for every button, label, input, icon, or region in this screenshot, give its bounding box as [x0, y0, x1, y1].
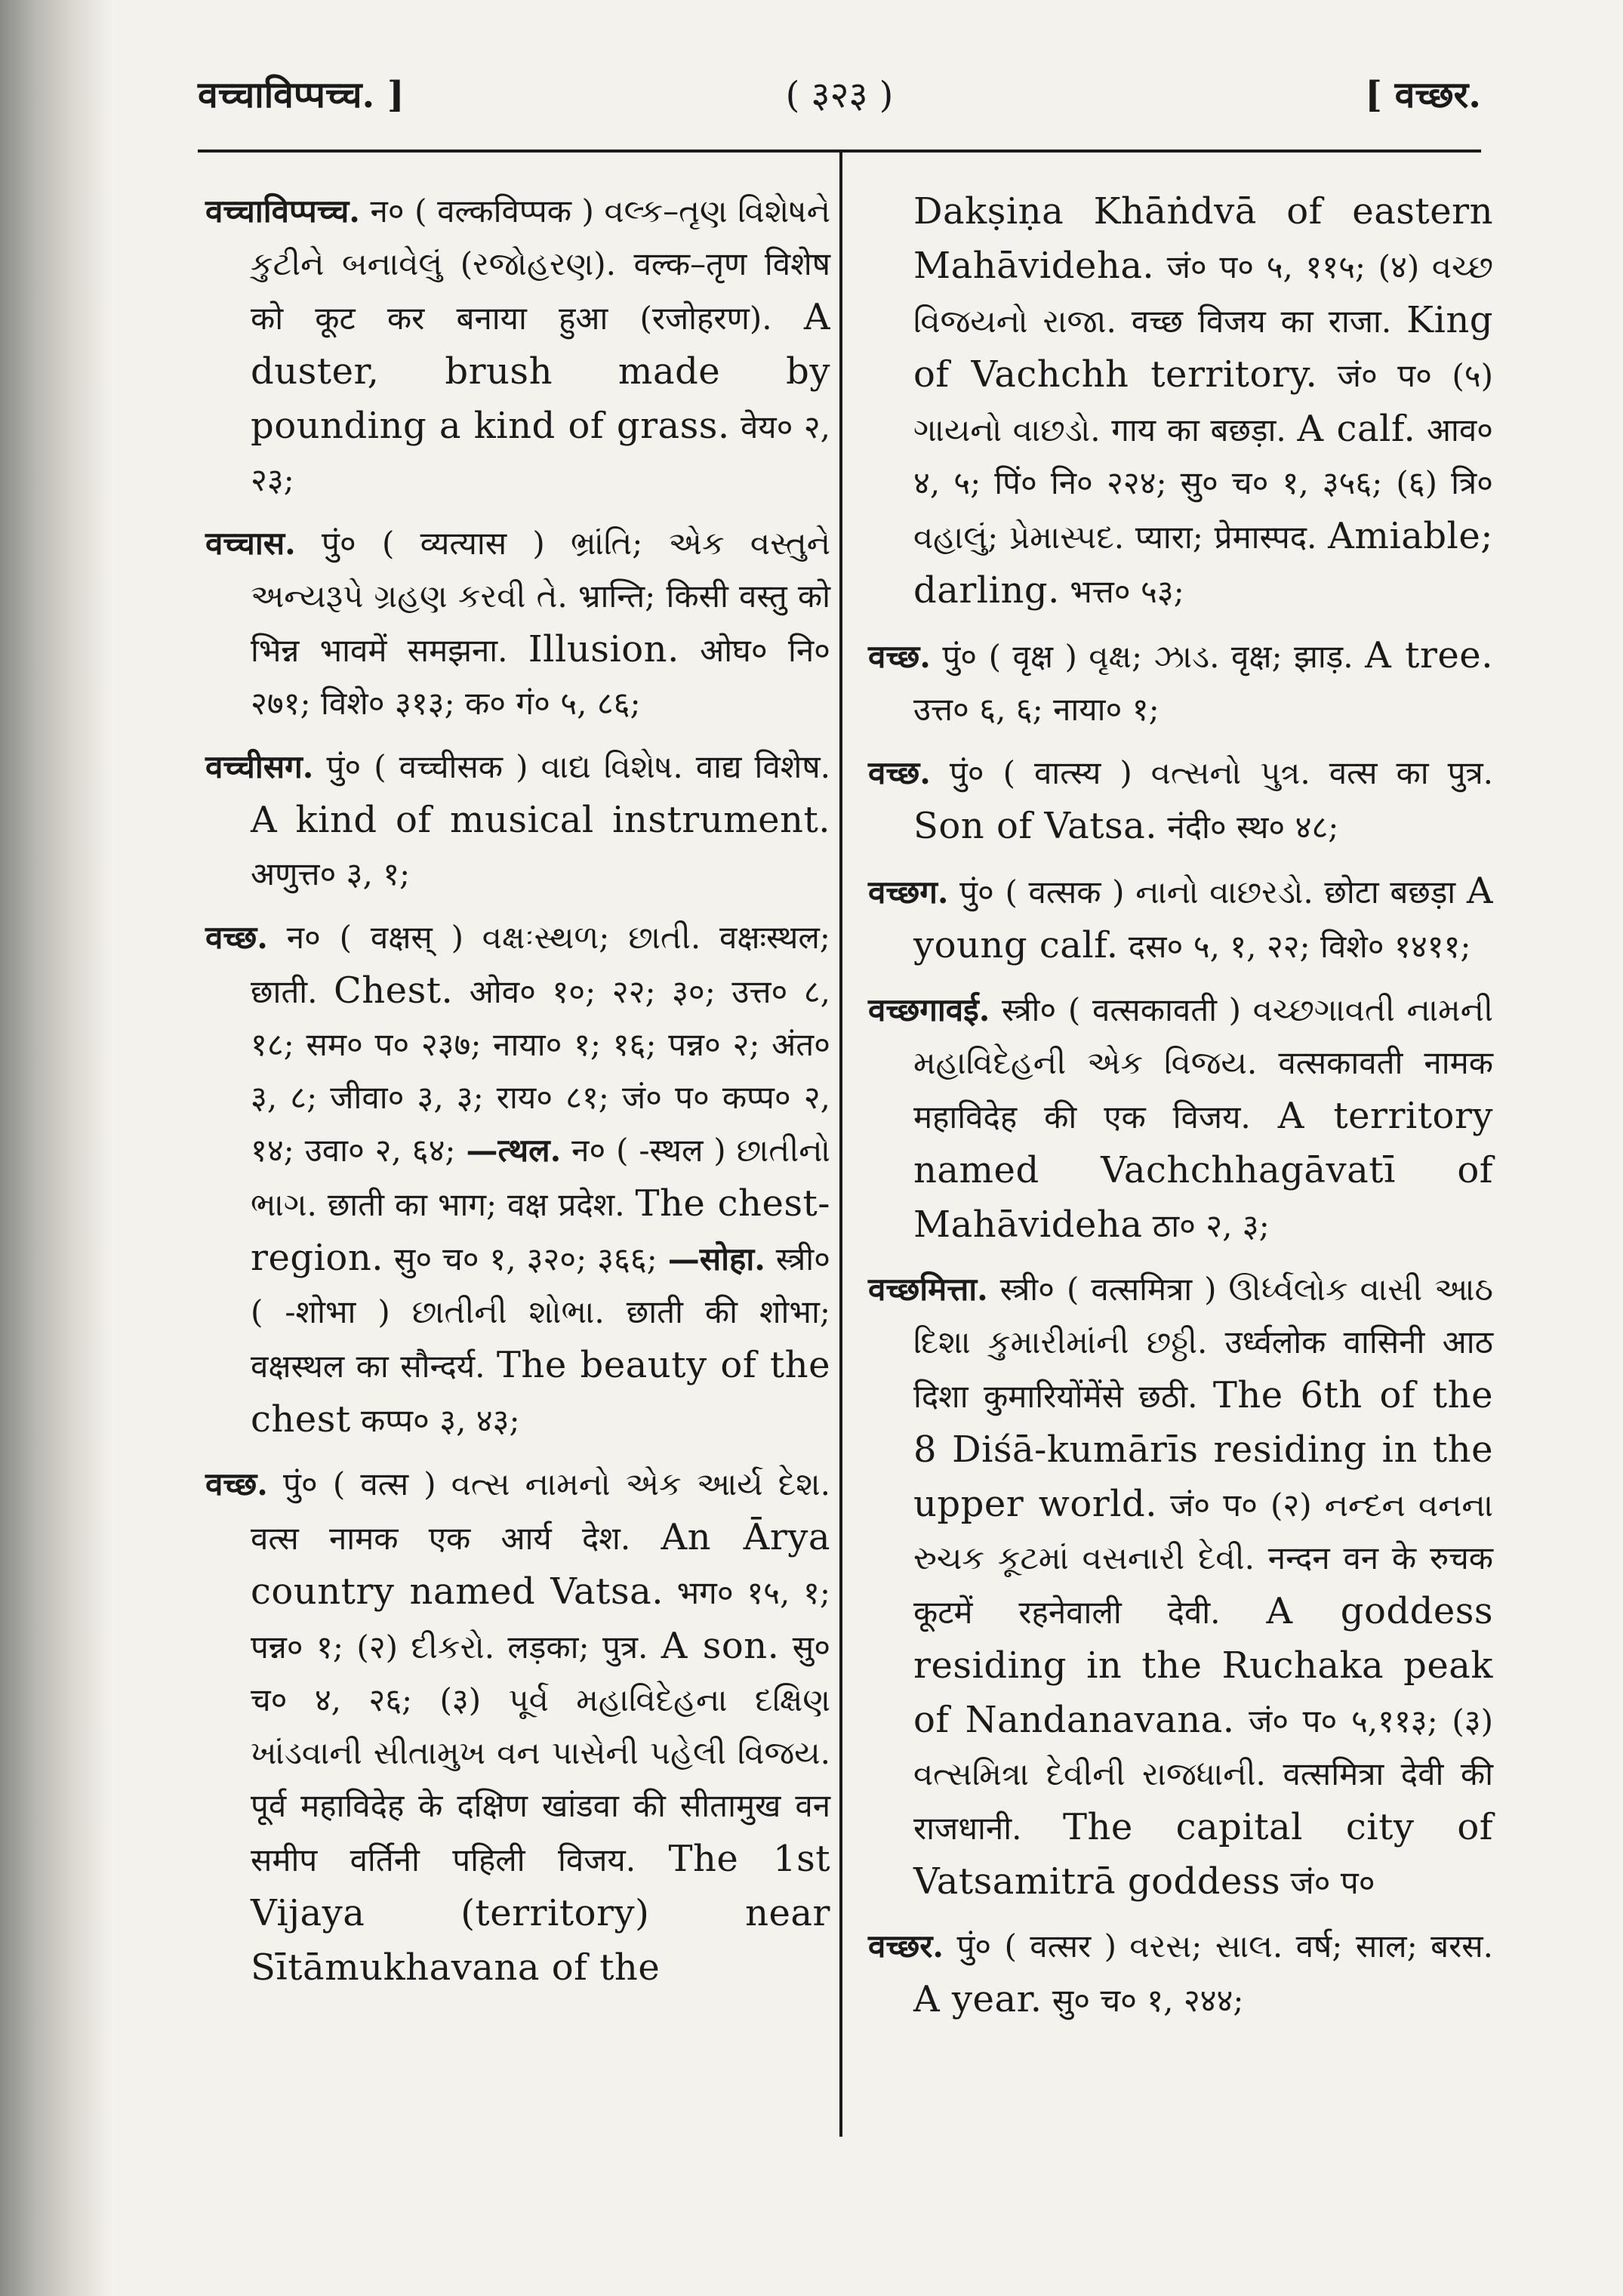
entry-gujarati: વલ્ક–તૃણ વિશેષને કુટીને બનાવેલું (રજોહરણ).	[251, 193, 831, 282]
entry-references: जं० प० ५, ११५;	[1166, 248, 1366, 285]
entry-english: The 6th of the 8 Diśā-kumārīs residing in the upper world.	[913, 1374, 1494, 1525]
entry-sense-english: The capital city of Vatsamitrā goddess	[913, 1806, 1494, 1903]
entry-hindi: छोटा बछड़ा	[1324, 874, 1456, 911]
entry-hindi: भ्रान्ति; किसी वस्तु को भिन्न भावमें समझना.	[251, 578, 831, 669]
entry-grammar: पुं० ( वात्स्य )	[949, 754, 1132, 791]
sub-entry-grammar: स्त्री० ( -शोभा )	[251, 1240, 831, 1330]
entry-headword: वच्छ.	[205, 1465, 268, 1502]
entry-english: A year.	[913, 1978, 1042, 2020]
sub-entry-english: The chest-region.	[251, 1182, 830, 1279]
entry-sense: (२) નન્દન વનના રુચક કૂટમાં વસનારી દેવી. नन्दन वन के रुचक कूटमें रहनेवाली देवी.	[913, 1487, 1493, 1631]
entry-gujarati: વત્સનો પુત્ર.	[1150, 754, 1310, 791]
entry-sense-references: जं० प०	[1337, 357, 1432, 394]
entry-headword: वच्चाविप्पच्च.	[205, 193, 360, 230]
entry-grammar: न० ( वल्कविप्पक )	[370, 193, 594, 230]
dictionary-entry	[868, 1920, 1493, 2027]
entry-sense-references: सु० च० ४, २६;	[251, 1629, 831, 1718]
dictionary-entry	[868, 747, 1493, 854]
entry-headword: वच्छ.	[868, 638, 931, 675]
entry-headword: वच्छग.	[868, 874, 949, 911]
entry-headword: वच्छमित्ता.	[868, 1271, 988, 1308]
entry-gujarati: વૃક્ષ; ઝાડ.	[1089, 638, 1220, 675]
entry-headword: वच्छ.	[868, 754, 931, 791]
entry-english: Chest.	[334, 969, 454, 1012]
sub-entry-hindi: छाती का भाग; वक्ष प्रदेश.	[327, 1186, 625, 1223]
dictionary-entry	[205, 741, 830, 901]
entry-sense-references: आव० ४, ५; पिं० नि० २२४; सु० च० १, ३५६;	[913, 411, 1494, 501]
entry-sense: (६) त्रि० વહાલું; પ્રેમાસ્પદ. प्यारा; प्रेमास्पद.	[913, 464, 1493, 556]
header-page-number: ( ३२३ )	[785, 74, 894, 116]
sub-entry-references: कप्प० ३, ४३;	[360, 1402, 520, 1439]
dictionary-entry	[205, 1458, 830, 1996]
dictionary-entry	[205, 185, 830, 507]
sub-entry-word: —त्थल.	[466, 1132, 562, 1169]
entry-grammar: पुं० ( वत्सर )	[956, 1928, 1117, 1965]
entry-gujarati: વત્સ નામનો એક આર્ય દેશ.	[451, 1465, 830, 1502]
header-left-guideword: वच्चाविप्पच्च. ]	[198, 74, 405, 116]
entry-headword: वच्चास.	[205, 525, 296, 562]
entry-sense: (३) પૂર્વ મહાવિદેહના દક્ષિણ ખાંડવાની સીતામુખ વન પાસેની પહેલી વિજય. पूर्व महाविदेह के दक्षिण खांडवा की सीतामुख वन समीप वर्तिनी पहिली विजय.	[251, 1681, 830, 1878]
entry-references: उत्त० ६, ६; नाया० १;	[913, 691, 1160, 728]
entry-hindi: वल्क–तृण विशेष को कूट कर बनाया हुआ (रजोहरण).	[251, 245, 830, 337]
entry-hindi: वाद्य विशेष.	[695, 748, 830, 785]
entry-headword: वच्छ.	[205, 919, 268, 956]
dictionary-entry	[868, 629, 1493, 736]
entry-references: अणुत्त० ३, १;	[251, 855, 411, 892]
entry-headword: वच्छर.	[868, 1928, 944, 1965]
dictionary-entry	[868, 1263, 1493, 1909]
dictionary-entry	[868, 984, 1493, 1253]
sub-entry-english: The beauty of the chest	[251, 1344, 830, 1441]
entry-references: जं० प०	[1170, 1487, 1258, 1524]
entry-english: Illusion.	[528, 628, 679, 670]
entry-gujarati: ભ્રાંતિ; એક વસ્તુને અન્યરૂપે ગ્રહણ કરવી તે.	[251, 525, 830, 615]
entry-english: Dakṣiṇa Khāṅdvā of eastern Mahāvideha.	[913, 190, 1493, 287]
scan-edge-shadow	[0, 0, 113, 2296]
right-column	[868, 185, 1493, 2038]
entry-gujarati: વચ્છગાવતી નામની મહાવિદેહની એક વિજય.	[913, 991, 1494, 1081]
entry-gujarati: ઊર્ધ્વલોક વાસી આઠ દિશા કુમારીમાંની છઠ્ઠી.	[913, 1271, 1493, 1361]
entry-english: Son of Vatsa.	[913, 805, 1158, 847]
entry-references: नंदी० स्थ० ४८;	[1167, 809, 1339, 846]
entry-grammar: पुं० ( वत्सक )	[959, 874, 1125, 911]
entry-grammar: स्त्री० ( वत्समित्रा )	[999, 1271, 1217, 1308]
left-column	[205, 185, 830, 2006]
entry-hindi: वत्स का पुत्र.	[1329, 754, 1493, 791]
page-header	[198, 62, 1481, 130]
sub-entry-gujarati: છાતીની શોભા.	[411, 1293, 605, 1330]
entry-references: ठा० २, ३;	[1152, 1207, 1270, 1244]
entry-references: ओव० १०; २२; ३०; उत्त० ८, १८; सम० प० २३७; नाया० १; १६; पन्न० २; अंत० ३, ८; जीवा० ३, ३; राय० ८१; जं० प० कप्प० २, १४; उवा० २, ६४;	[251, 973, 830, 1169]
entry-sense-english: A calf.	[1297, 408, 1416, 450]
entry-references: वेय० २, २३;	[251, 408, 830, 498]
entry-english: A territory named Vachchhagāvatī of Mahāvideha	[913, 1095, 1493, 1246]
dictionary-entry	[868, 864, 1493, 973]
entry-gujarati: વાદ્ય વિશેષ.	[540, 748, 683, 785]
entry-headword: वच्चीसग.	[205, 748, 314, 785]
sub-entry-gujarati: છાતીનો ભાગ.	[251, 1132, 830, 1223]
entry-grammar: पुं० ( व्यत्यास )	[322, 525, 545, 562]
sub-entry-grammar: न० ( -स्थल )	[571, 1132, 726, 1169]
entry-sense: (५) ગાયનો વાછડો. गाय का बछड़ा.	[913, 357, 1494, 448]
entry-sense-english: A son.	[661, 1625, 780, 1667]
entry-sense-english: Amiable; darling.	[913, 515, 1493, 612]
dictionary-entry	[205, 517, 830, 730]
entry-grammar: पुं० ( वच्चीसक )	[326, 748, 528, 785]
entry-sense: (३) વત્સમિત્રા દેવીની રાજધાની. वत्समित्रा देवी की राजधानी.	[913, 1703, 1493, 1847]
entry-sense-references: जं० प० ५,११३;	[1249, 1703, 1438, 1740]
entry-sense-references: भत्त० ५३;	[1070, 573, 1184, 610]
entry-references: दस० ५, १, २२; विशे० १४११;	[1128, 928, 1471, 965]
entry-sense-references: जं० प०	[1290, 1864, 1375, 1901]
column-divider	[839, 151, 842, 2137]
entry-sense-english: A goddess residing in the Ruchaka peak of Nandanavana.	[913, 1590, 1493, 1741]
entry-sense-english: King of Vachchh territory.	[913, 299, 1493, 396]
entry-sense-english: The 1st Vijaya (territory) near Sītāmukhavana of the	[251, 1838, 830, 1989]
entry-references: भग० १५, १; पन्न० १;	[251, 1574, 831, 1666]
entry-sense: (४) વચ્છ વિજયનો રાજા. वच्छ विजय का राजा.	[913, 248, 1493, 340]
entry-hindi: उर्ध्वलोक वासिनी आठ दिशा कुमारियोंमेंसे छठी.	[913, 1324, 1493, 1415]
entry-sense: (२) દીકરો. लड़का; पुत्र.	[356, 1629, 648, 1666]
header-right-guideword: [ वच्छर.	[1365, 74, 1481, 116]
entry-hindi: वक्षःस्थल; छाती.	[251, 919, 830, 1010]
entry-hindi: वत्स नामक एक आर्य देश.	[251, 1520, 631, 1557]
entry-hindi: वत्सकावती नामक महाविदेह की एक विजय.	[913, 1044, 1493, 1136]
entry-references: सु० च० १, २४४;	[1052, 1982, 1244, 2019]
entry-grammar: न० ( वक्षस् )	[286, 919, 463, 956]
entry-headword: वच्छगावई.	[868, 991, 990, 1028]
entry-gujarati: વરસ; સાલ.	[1129, 1928, 1283, 1965]
entry-references: ओघ० नि० २७१; विशे० ३१३; क० गं० ५, ८६;	[251, 632, 830, 722]
entry-grammar: स्त्री० ( वत्सकावती )	[1002, 991, 1242, 1028]
sub-entry-hindi: छाती की शोभा; वक्षस्थल का सौन्दर्य.	[251, 1293, 830, 1385]
entry-english: A duster, brush made by pounding a kind of grass.	[251, 296, 830, 447]
entry-grammar: पुं० ( वत्स )	[283, 1465, 436, 1502]
sub-entry-references: सु० च० १, ३२०; ३६६;	[393, 1240, 658, 1277]
entry-english: An Ārya country named Vatsa.	[251, 1516, 830, 1613]
entry-hindi: वर्ष; साल; बरस.	[1295, 1928, 1493, 1965]
dictionary-entry-continuation	[868, 185, 1493, 618]
entry-gujarati: નાનો વાછરડો.	[1135, 874, 1313, 911]
entry-gujarati: વક્ષઃસ્થળ; છાતી.	[482, 919, 701, 956]
sub-entry-word: —सोहा.	[667, 1240, 765, 1277]
entry-english: A tree.	[1365, 634, 1493, 676]
entry-english: A kind of musical instrument.	[251, 799, 830, 841]
entry-grammar: पुं० ( वृक्ष )	[942, 638, 1077, 675]
entry-hindi: वृक्ष; झाड़.	[1230, 638, 1354, 675]
dictionary-entry	[205, 911, 830, 1447]
entry-english: A young calf.	[913, 870, 1493, 966]
